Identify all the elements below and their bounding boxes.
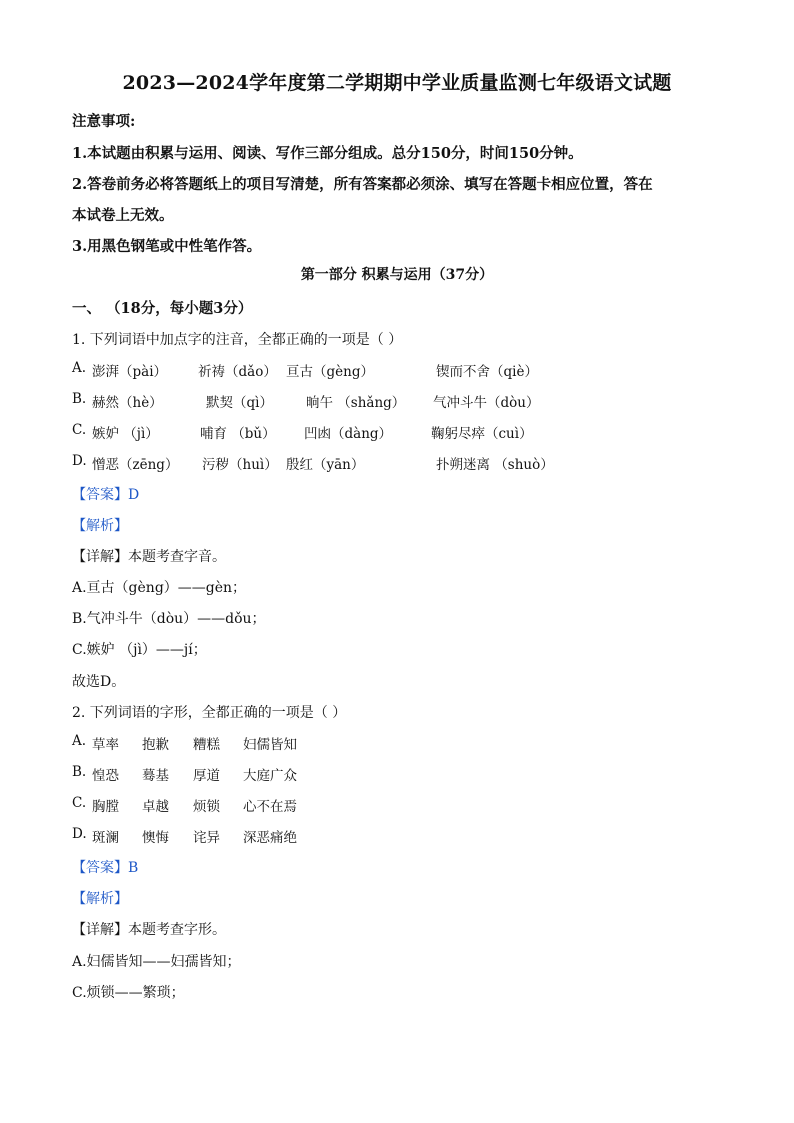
option-word: 卓越: [142, 799, 169, 815]
option-word: 默契（qì）: [206, 395, 273, 411]
option-word: 扑朔迷离 （shuò）: [436, 457, 554, 473]
option-word: 草率: [92, 737, 119, 753]
option-word: 诧异: [193, 830, 220, 846]
option-word: 鞠躬尽瘁（cuì）: [431, 426, 533, 442]
notice-heading: 注意事项:: [72, 113, 136, 130]
option-word: 抱歉: [142, 737, 169, 753]
option-word: 烦锁: [193, 799, 220, 815]
option-label: C.: [72, 422, 87, 438]
question-2-explain-a: A.妇儒皆知——妇孺皆知；: [72, 954, 241, 970]
section-title: 第一部分 积累与运用（37分）: [300, 267, 494, 283]
option-word: 晌午 （shǎng）: [306, 395, 406, 411]
option-word: 哺育 （bǔ）: [200, 426, 276, 442]
option-word: 亘古（gèng）: [286, 364, 374, 380]
question-1-explain-b: B.气冲斗牛（dòu）——dǒu；: [72, 611, 266, 627]
option-word: 嫉妒 （jì）: [92, 426, 159, 442]
question-1-detail: 【详解】本题考查字音。: [72, 549, 226, 565]
notice-item-1: 1.本试题由积累与运用、阅读、写作三部分组成。总分150分，时间150分钟。: [72, 145, 583, 162]
page-title: 2023—2024学年度第二学期期中学业质量监测七年级语文试题: [122, 72, 672, 94]
option-word: 祈祷（dǎo）: [198, 364, 277, 380]
option-word: 赫然（hè）: [92, 395, 163, 411]
question-1-stem: 1. 下列词语中加点字的注音，全都正确的一项是（ ）: [72, 332, 403, 348]
option-label: D.: [72, 453, 87, 469]
option-label: D.: [72, 826, 87, 842]
option-label: A.: [72, 360, 87, 376]
question-1-explain-c: C.嫉妒 （jì）——jí；: [72, 642, 207, 658]
option-word: 憎恶（zēng）: [92, 457, 179, 473]
option-word: 心不在焉: [243, 799, 297, 815]
option-label: C.: [72, 795, 87, 811]
question-2-detail: 【详解】本题考查字形。: [72, 922, 226, 938]
option-word: 惶恐: [92, 768, 119, 784]
option-word: 锲而不舍（qiè）: [436, 364, 538, 380]
option-word: 气冲斗牛（dòu）: [433, 395, 540, 411]
option-word: 糟糕: [193, 737, 220, 753]
option-word: 胸膛: [92, 799, 119, 815]
option-word: 斑澜: [92, 830, 119, 846]
notice-item-2-cont: 本试卷上无效。: [72, 207, 174, 224]
part-heading: 一、 （18分，每小题3分）: [72, 300, 253, 317]
option-word: 蓦基: [142, 768, 169, 784]
option-label: A.: [72, 733, 87, 749]
notice-item-3: 3.用黑色钢笔或中性笔作答。: [72, 238, 262, 255]
question-1-conclusion: 故选D。: [72, 674, 126, 690]
option-label: B.: [72, 764, 87, 780]
option-word: 殷红（yān）: [286, 457, 365, 473]
notice-item-2: 2.答卷前务必将答题纸上的项目写清楚，所有答案都必须涂、填写在答题卡相应位置，答在: [72, 176, 653, 193]
question-2-stem: 2. 下列词语的字形，全都正确的一项是（ ）: [72, 705, 347, 721]
option-word: 厚道: [193, 768, 220, 784]
question-2-explain-c: C.烦锁——繁琐；: [72, 985, 185, 1001]
option-word: 污秽（huì）: [202, 457, 278, 473]
option-label: B.: [72, 391, 87, 407]
option-word: 澎湃（pài）: [92, 364, 168, 380]
question-1-explain-a: A.亘古（gèng）——gèn；: [72, 580, 247, 596]
option-word: 深恶痛绝: [243, 830, 297, 846]
option-word: 懊悔: [142, 830, 169, 846]
question-1-answer: 【答案】D: [72, 487, 140, 503]
option-word: 凹凼（dàng）: [304, 426, 393, 442]
question-1-analysis: 【解析】: [72, 518, 128, 534]
question-2-analysis: 【解析】: [72, 891, 128, 907]
option-word: 大庭广众: [243, 768, 297, 784]
question-2-answer: 【答案】B: [72, 860, 139, 876]
option-word: 妇儒皆知: [243, 737, 297, 753]
